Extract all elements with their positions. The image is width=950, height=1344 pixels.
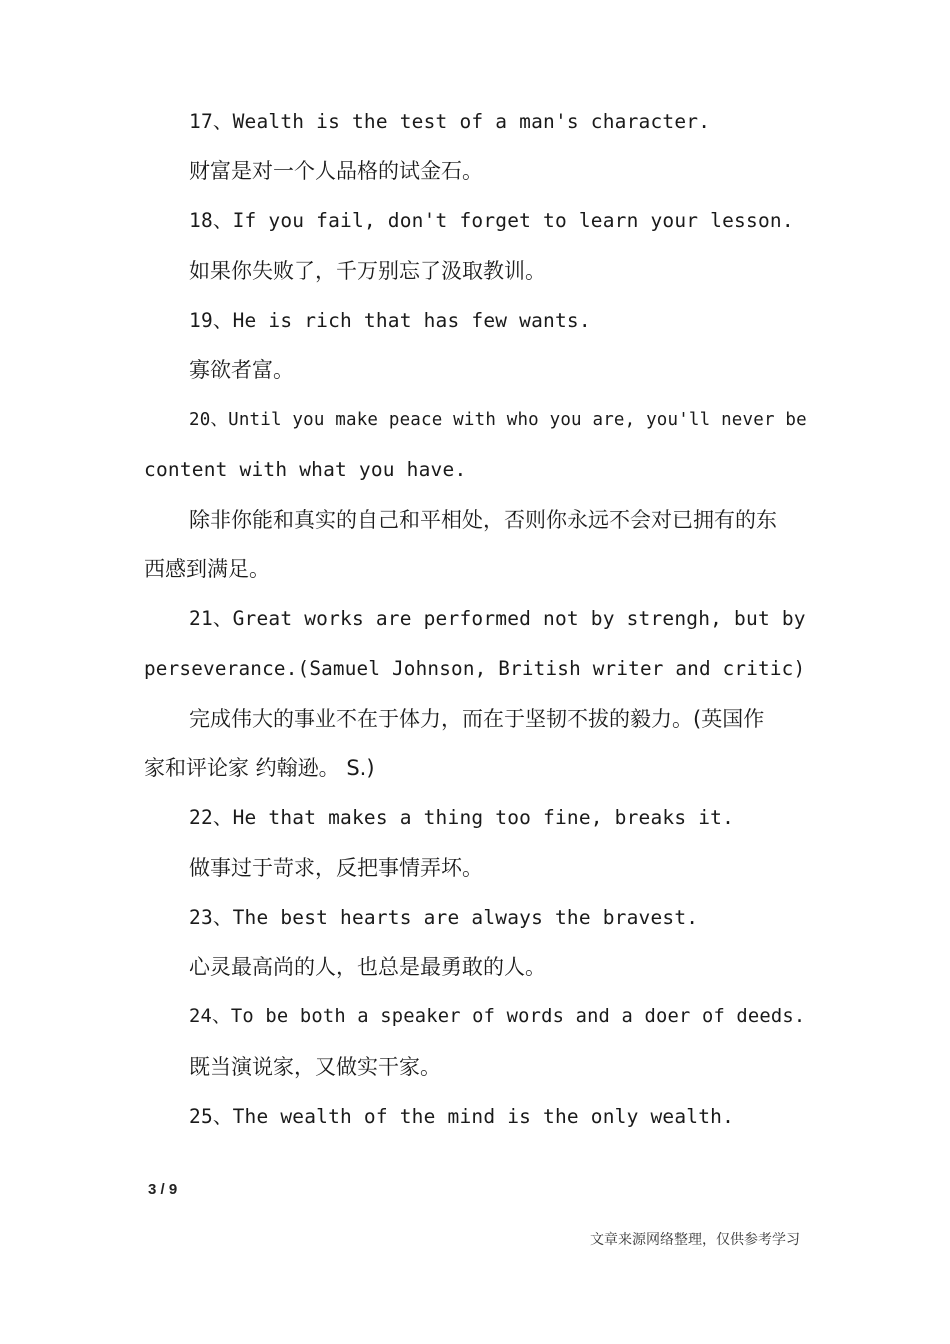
- quote-17-english: 17、Wealth is the test of a man's character.: [189, 110, 711, 133]
- quote-24-english: 24、To be both a speaker of words and a doer of deeds.: [189, 1006, 806, 1027]
- quote-22-english: 22、He that makes a thing too fine, breaks it.: [189, 806, 735, 829]
- quote-20-english-line-2: content with what you have.: [144, 458, 467, 481]
- page-number: 3 / 9: [148, 1181, 178, 1198]
- quote-20-chinese-line-1: 除非你能和真实的自己和平相处，否则你永远不会对已拥有的东: [189, 508, 777, 532]
- quote-18-chinese: 如果你失败了，千万别忘了汲取教训。: [189, 259, 546, 283]
- quote-23-english: 23、The best hearts are always the bravest.: [189, 906, 699, 929]
- quote-23-chinese: 心灵最高尚的人，也总是最勇敢的人。: [189, 955, 546, 979]
- quote-25-english: 25、The wealth of the mind is the only wealth.: [189, 1105, 735, 1128]
- quote-19-chinese: 寡欲者富。: [189, 358, 294, 382]
- quote-21-english-line-2: perseverance.(Samuel Johnson, British writer and critic): [144, 657, 806, 680]
- quote-21-chinese-line-2: 家和评论家 约翰逊。 S.): [144, 756, 375, 780]
- quote-20-english-line-1: 20、Until you make peace with who you are, you'll never be: [189, 410, 807, 430]
- quote-22-chinese: 做事过于苛求，反把事情弄坏。: [189, 856, 483, 880]
- quote-21-english-line-1: 21、Great works are performed not by strengh, but by: [189, 607, 806, 630]
- footer-note: 文章来源网络整理，仅供参考学习: [590, 1232, 800, 1248]
- quote-24-chinese: 既当演说家，又做实干家。: [189, 1055, 441, 1079]
- quote-18-english: 18、If you fail, don't forget to learn your lesson.: [189, 209, 794, 232]
- quote-20-chinese-line-2: 西感到满足。: [144, 557, 270, 581]
- quote-17-chinese: 财富是对一个人品格的试金石。: [189, 159, 483, 183]
- quote-21-chinese-line-1: 完成伟大的事业不在于体力，而在于坚韧不拔的毅力。(英国作: [189, 707, 765, 731]
- quote-19-english: 19、He is rich that has few wants.: [189, 309, 591, 332]
